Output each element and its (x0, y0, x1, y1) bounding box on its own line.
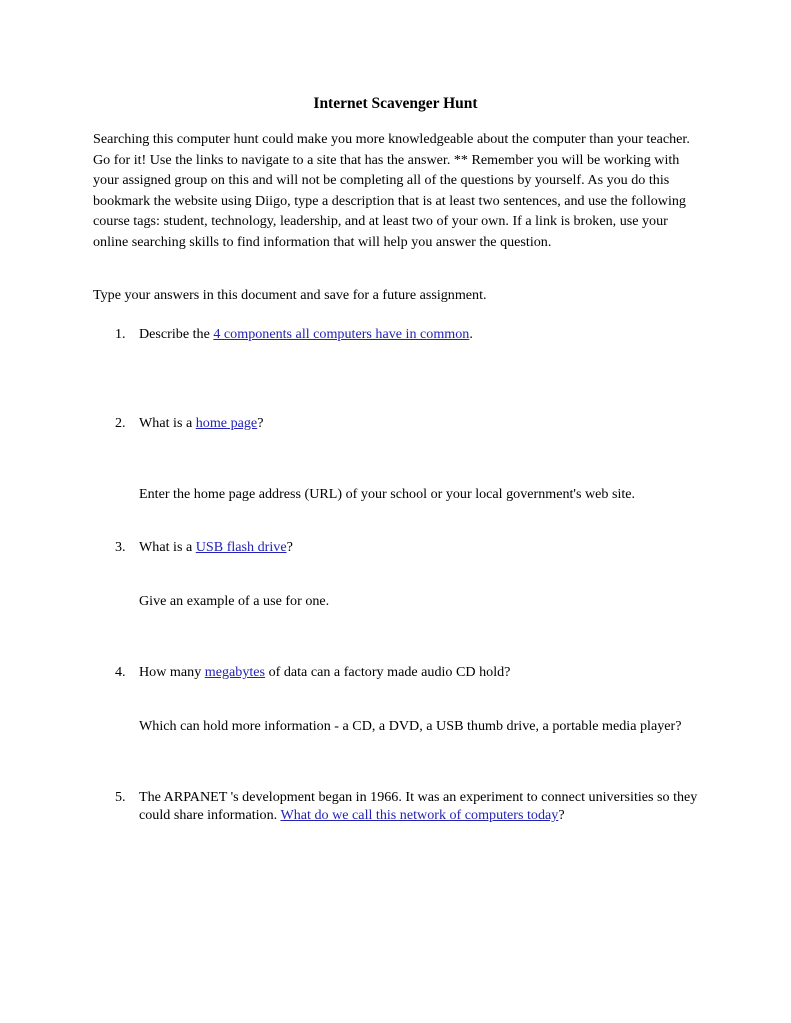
question-5-text (139, 788, 699, 824)
document-title: Internet Scavenger Hunt (313, 95, 478, 112)
question-2-link[interactable]: home page (195, 415, 258, 431)
question-2-followup: Enter the home page address (URL) of your school or your local government's web site. (139, 486, 636, 502)
question-1-text (139, 325, 699, 343)
question-3-link[interactable]: USB flash drive (195, 539, 287, 555)
question-3-text-after: ? (286, 539, 293, 555)
question-2-text (139, 414, 699, 432)
question-4-link[interactable]: megabytes (204, 664, 266, 680)
question-3-text-before: What is a (139, 539, 196, 555)
question-3-text (139, 538, 699, 556)
question-1-number: 1. (115, 326, 126, 342)
question-5-link[interactable]: What do we call this network of computers today (280, 807, 559, 823)
question-5-text-before: The ARPANET 's development began in 1966. It was an experiment to connect universities so they could share information. (139, 789, 698, 823)
intro-paragraph: Searching this computer hunt could make you more knowledgeable about the computer than your teacher. Go for it! Use the links to navigate to a site that has the answer. ** Remember you will be working with your assigned group on this and will not be completing all of the questions by yourself. As you do this bookmark the website using Diigo, type a description that is at least two sentences, and use the following course tags: student, technology, leadership, and at least two of your own. If a link is broken, use your online searching skills to find information that will help you answer the question. (93, 131, 690, 250)
question-4-number: 4. (115, 664, 126, 680)
question-1-link[interactable]: 4 components all computers have in common (213, 326, 470, 342)
instruction-paragraph: Type your answers in this document and save for a future assignment. (93, 287, 487, 303)
question-1-text-before: Describe the (139, 326, 214, 342)
question-2-text-before: What is a (139, 415, 196, 431)
question-4-followup: Which can hold more information - a CD, a DVD, a USB thumb drive, a portable media player? (139, 718, 682, 734)
question-5-text-after: ? (558, 807, 565, 823)
question-5-number: 5. (115, 789, 126, 805)
question-3-number: 3. (115, 539, 126, 555)
question-4-text (139, 663, 699, 681)
question-4-text-after: of data can a factory made audio CD hold? (265, 664, 511, 680)
question-2-number: 2. (115, 415, 126, 431)
question-4-text-before: How many (139, 664, 205, 680)
question-1-text-after: . (469, 326, 473, 342)
question-2-text-after: ? (257, 415, 264, 431)
question-3-followup: Give an example of a use for one. (139, 593, 330, 609)
